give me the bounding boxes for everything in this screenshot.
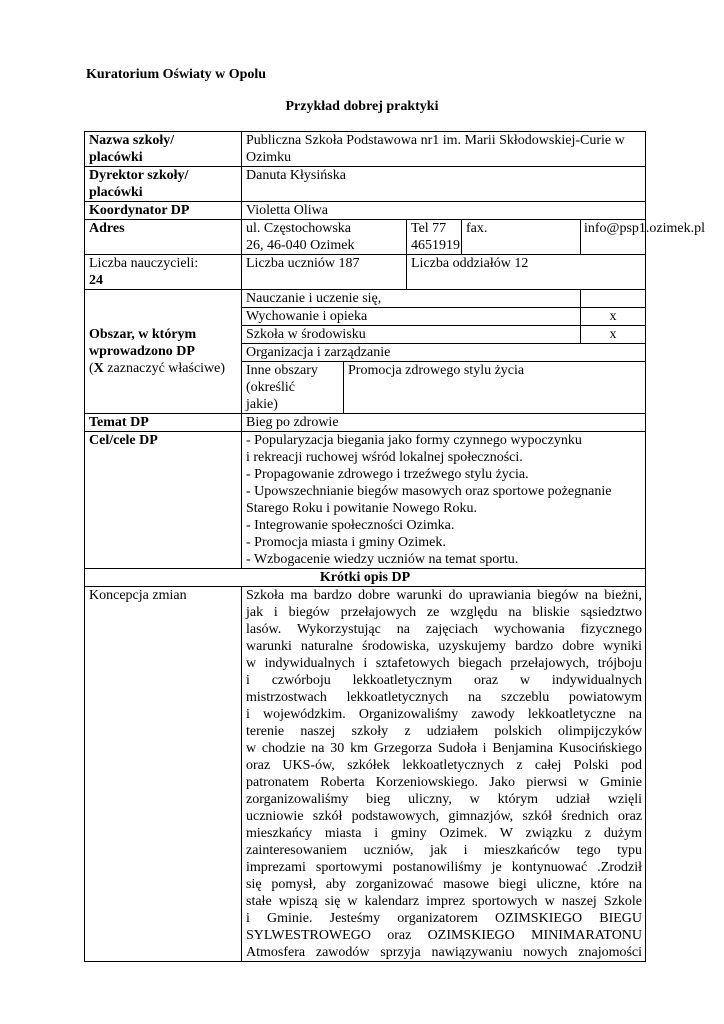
teachers-count: [85, 255, 242, 290]
classes-count: Liczba oddziałów 12: [407, 255, 646, 290]
area-label: Obszar, w którym wprowadzono DP (X zaznaczyć właściwe): [85, 290, 242, 414]
summary-line: uczniowie szkół podstawowych, gimnazjów, szkół średnich oraz: [246, 809, 643, 824]
area-item-mark: x: [581, 308, 646, 326]
address-phone: Tel 77 4651919: [407, 220, 462, 255]
good-practice-form: [84, 131, 705, 962]
summary-line: zorganizowaliśmy bieg uliczny, w którym udział wzięli: [246, 792, 643, 807]
goal-line: - Integrowanie społeczności Ozimka.: [246, 518, 455, 533]
summary-line: Szkoła ma bardzo dobre warunki do uprawiania biegów na bieżni,: [246, 588, 643, 603]
students-count: Liczba uczniów 187: [242, 255, 407, 290]
summary-heading: Krótki opis DP: [85, 569, 646, 587]
director-label: Dyrektor szkoły/ placówki: [85, 167, 242, 202]
area-item-mark: [581, 290, 646, 308]
teachers-count-value: 24: [89, 273, 103, 288]
goal-line: i rekreacji ruchowej wśród lokalnej społeczności.: [246, 450, 523, 465]
summary-line: oraz UKS-ów, szkółek lekkoatletycznych z całej Polski pod: [246, 758, 643, 773]
summary-line: SYLWESTROWEGO oraz OZIMSKIEGO MINIMARATONU: [246, 928, 643, 943]
area-other-value: Promocja zdrowego stylu życia: [344, 362, 646, 414]
area-item-mark: x: [581, 326, 646, 344]
summary-line: patronatem Roberta Korzeniowskiego. Jako pierwsi w Gminie: [246, 775, 643, 790]
school-name-label: Nazwa szkoły/ placówki: [85, 132, 242, 167]
area-item-name: Wychowanie i opieka: [242, 308, 581, 326]
row-summary: [85, 587, 646, 962]
goal-line: - Promocja miasta i gminy Ozimek.: [246, 535, 446, 550]
summary-line: stałe wpiszą się w kalendarz imprez sportowych w naszej Szkole: [246, 894, 643, 909]
goal-line: - Wzbogacenie wiedzy uczniów na temat sportu.: [246, 552, 519, 567]
summary-text: [242, 587, 646, 962]
goal-line: Starego Roku i powitanie Nowego Roku.: [246, 501, 477, 516]
row-summary-heading: [85, 569, 646, 587]
row-address: [85, 220, 646, 255]
organization-header: Kuratorium Oświaty w Opolu: [86, 67, 267, 82]
goals-list: [242, 432, 646, 569]
summary-line: jak i biegów przełajowych ze względu na bliskie sąsiedztwo: [246, 605, 643, 620]
area-item-name: Szkoła w środowisku: [242, 326, 581, 344]
summary-line: terenie naszej szkoły z udziałem polskich olimpijczyków: [246, 724, 643, 739]
summary-line: mistrzostwach lekkoatletycznych na szczeblu powiatowym: [246, 690, 643, 705]
summary-label: Koncepcja zmian: [85, 587, 242, 962]
address-street: ul. Częstochowska 26, 46-040 Ozimek: [242, 220, 407, 255]
address-email: info@psp1.ozimek.pl: [581, 220, 646, 255]
summary-line: w indywidualnych i sztafetowych biegach przełajowych, trójboju: [246, 656, 643, 671]
row-topic: [85, 414, 646, 432]
address-fax: fax.: [462, 220, 581, 255]
row-goals: [85, 432, 646, 569]
director-value: Danuta Kłysińska: [242, 167, 646, 202]
summary-line: mieszkańcy miasta i gminy Ozimek. W związku z dużym: [246, 826, 643, 841]
summary-line: warunki naturalne środowiska, uzyskujemy bardzo dobre wyniki: [246, 639, 643, 654]
summary-line: i Gminie. Jesteśmy organizatorem OZIMSKIEGO BIEGU: [246, 911, 643, 926]
summary-line: w chodzie na 30 km Grzegorza Sudoła i Benjamina Kusocińskiego: [246, 741, 643, 756]
topic-value: Bieg po zdrowie: [242, 414, 646, 432]
row-director: [85, 167, 646, 202]
goal-line: - Popularyzacja biegania jako formy czynnego wypoczynku: [246, 433, 582, 448]
summary-line: Atmosfera zawodów sprzyja nawiązywaniu nowych znajomości: [246, 945, 643, 960]
goals-label: Cel/cele DP: [85, 432, 242, 569]
summary-line: i czwórboju lekkoatletycznym oraz w indywidualnych: [246, 673, 643, 688]
coordinator-value: Violetta Oliwa: [242, 202, 646, 220]
address-label: Adres: [85, 220, 242, 255]
summary-line: lasów. Wykorzystując na zajęciach wychowania fizycznego: [246, 622, 643, 637]
row-counts: [85, 255, 646, 290]
school-name-value: Publiczna Szkoła Podstawowa nr1 im. Marii Skłodowskiej-Curie w Ozimku: [242, 132, 646, 167]
coordinator-label: Koordynator DP: [85, 202, 242, 220]
teachers-count-label: Liczba nauczycieli:: [89, 256, 199, 271]
summary-line: zainteresowaniem uczniów, jak i mieszkańców tego typu: [246, 843, 643, 858]
area-item-name: Organizacja i zarządzanie: [242, 344, 646, 362]
area-item-name: Nauczanie i uczenie się,: [242, 290, 581, 308]
row-area-teaching: [85, 290, 646, 308]
goal-line: - Upowszechnianie biegów masowych oraz sportowe pożegnanie: [246, 484, 612, 499]
summary-line: się pomysł, aby zorganizować masowe biegi uliczne, które na: [246, 877, 643, 892]
area-other-label: Inne obszary (określić jakie): [242, 362, 344, 414]
topic-label: Temat DP: [85, 414, 242, 432]
summary-line: imprezami sportowymi postanowiliśmy je kontynuować .Zrodził: [246, 860, 643, 875]
row-coordinator: [85, 202, 646, 220]
row-school-name: [85, 132, 646, 167]
document-title: Przykład dobrej praktyki: [285, 99, 439, 114]
summary-line: i wojewódzkim. Organizowaliśmy zawody lekkoatletyczne na: [246, 707, 643, 722]
goal-line: - Propagowanie zdrowego i trzeźwego stylu życia.: [246, 467, 529, 482]
